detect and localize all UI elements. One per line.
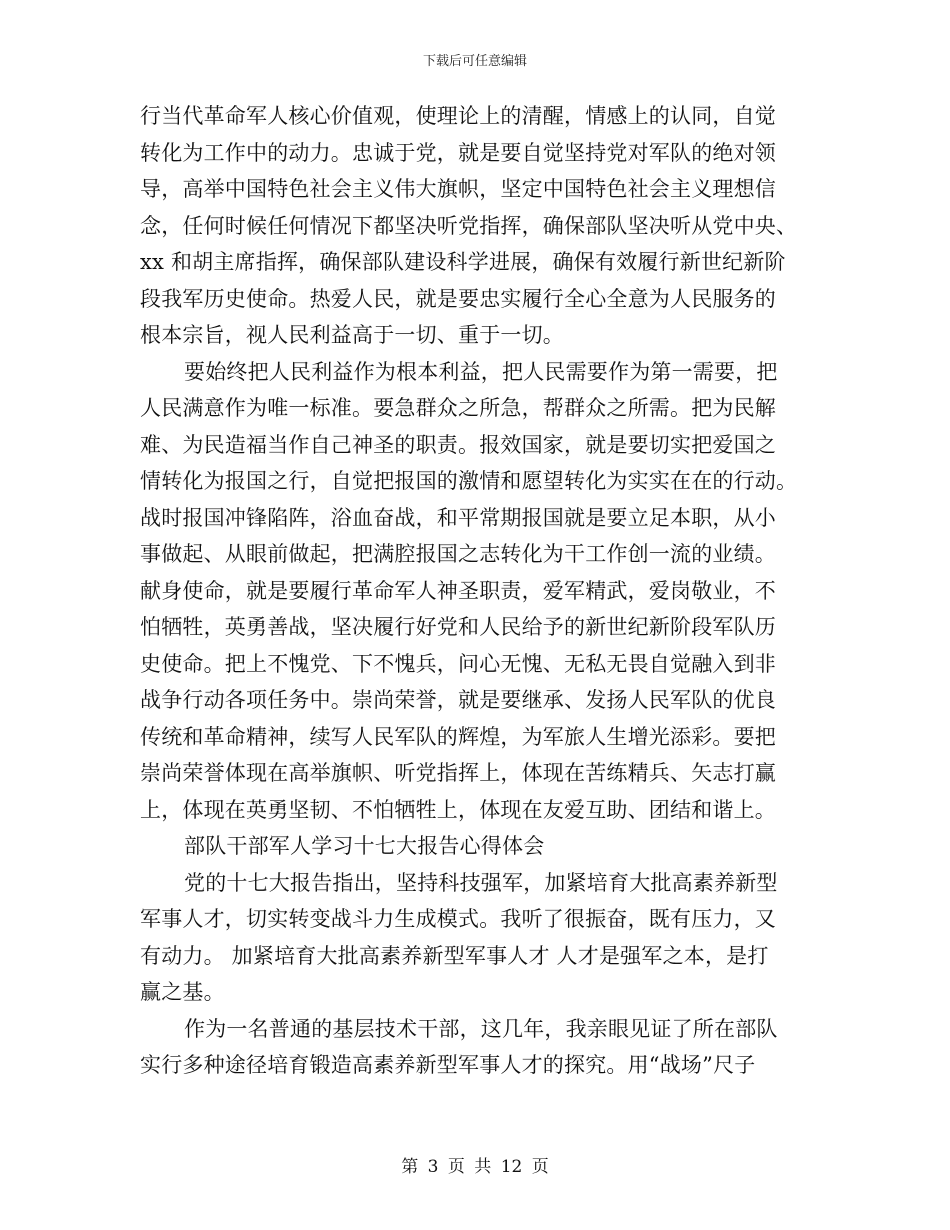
text-line: 段我军历史使命。热爱人民，就是要忠实履行全心全意为人民服务的 [140, 286, 776, 311]
document-body [140, 98, 810, 1084]
text-line: 根本宗旨，视人民利益高于一切、重于一切。 [140, 323, 564, 347]
text-line: 导，高举中国特色社会主义伟大旗帜，坚定中国特色社会主义理想信 [140, 177, 776, 201]
text-line: 赢之基。 [140, 980, 225, 1004]
text-line: 战争行动各项任务中。崇尚荣誉，就是要继承、发扬人民军队的优良 [140, 688, 776, 712]
text-line: 献身使命，就是要履行革命军人神圣职责，爱军精武，爱岗敬业，不 [140, 578, 776, 603]
page-header: 下载后可任意编辑 [422, 54, 527, 69]
text-line: 转化为工作中的动力。忠诚于党，就是要自觉坚持党对军队的绝对领 [140, 140, 776, 165]
text-line: 有动力。 加紧培育大批高素养新型军事人才 人才是强军之本，是打 [140, 943, 769, 968]
text-line: 念，任何时候任何情况下都坚决听党指挥，确保部队坚决听从党中央、 [140, 213, 798, 238]
text-line: 难、为民造福当作自己神圣的职责。报效国家，就是要切实把爱国之 [140, 432, 776, 457]
text-line: 人民满意作为唯一标准。要急群众之所急，帮群众之所需。把为民解 [140, 396, 776, 420]
text-line: 史使命。把上不愧党、下不愧兵，问心无愧、无私无畏自觉融入到非 [140, 651, 776, 676]
text-line: xx 和胡主席指挥，确保部队建设科学进展，确保有效履行新世纪新阶 [140, 250, 786, 274]
paragraph-start-line: 要始终把人民利益作为根本利益，把人民需要作为第一需要，把 [184, 359, 778, 384]
paragraph-start-line: 作为一名普通的基层技术干部，这几年，我亲眼见证了所在部队 [184, 1016, 778, 1041]
text-line: 战时报国冲锋陷阵，浴血奋战，和平常期报国就是要立足本职，从小 [140, 505, 776, 530]
text-line: 情转化为报国之行，自觉把报国的激情和愿望转化为实实在在的行动。 [140, 469, 798, 493]
text-line: 怕牺牲，英勇善战，坚决履行好党和人民给予的新世纪新阶段军队历 [140, 615, 776, 639]
text-line: 传统和革命精神，续写人民军队的辉煌，为军旅人生增光添彩。要把 [140, 724, 776, 749]
text-line: 崇尚荣誉体现在高举旗帜、听党指挥上，体现在苦练精兵、矢志打赢 [140, 761, 776, 785]
text-line: 事做起、从眼前做起，把满腔报国之志转化为干工作创一流的业绩。 [140, 542, 776, 566]
text-line: 实行多种途径培育锻造高素养新型军事人才的探究。用“战场”尺子 [140, 1053, 756, 1077]
text-line: 行当代革命军人核心价值观，使理论上的清醒，情感上的认同，自觉 [140, 104, 776, 128]
section-title: 部队干部军人学习十七大报告心得体会 [184, 834, 545, 858]
page-number-footer: 第 3 页 共 12 页 [401, 1157, 549, 1177]
text-line: 上，体现在英勇坚韧、不怕牺牲上，体现在友爱互助、团结和谐上。 [140, 797, 776, 822]
text-line: 军事人才，切实转变战斗力生成模式。我听了很振奋，既有压力，又 [140, 907, 776, 931]
paragraph-start-line: 党的十七大报告指出，坚持科技强军，加紧培育大批高素养新型 [184, 870, 778, 895]
